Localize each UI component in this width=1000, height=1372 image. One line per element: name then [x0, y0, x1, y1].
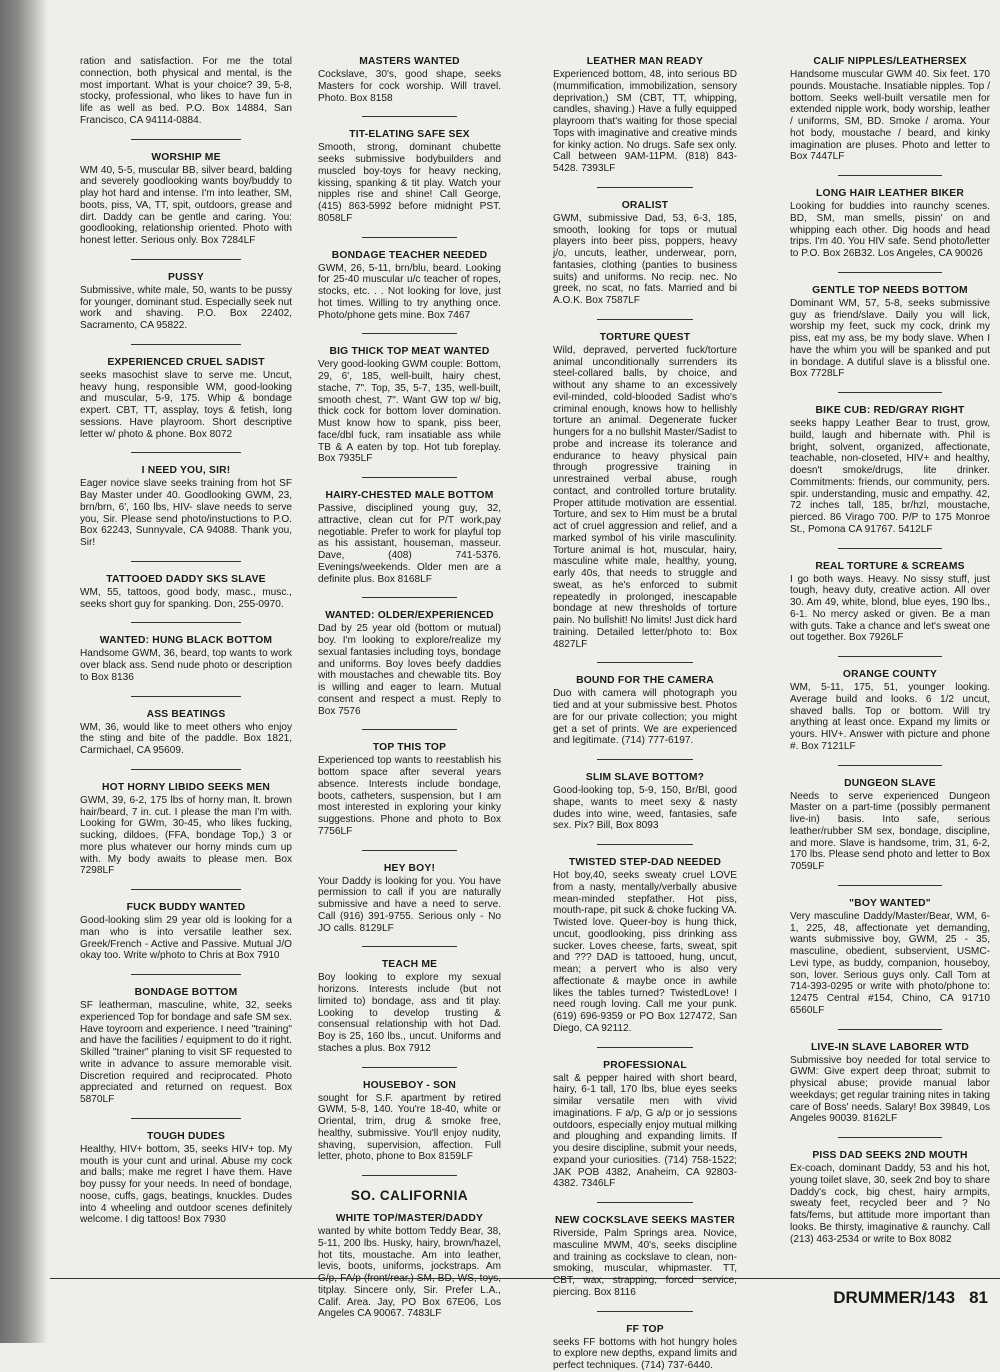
classified-ad: [80, 574, 292, 611]
ad-heading: WANTED: OLDER/EXPERIENCED: [325, 610, 494, 622]
ad-divider: [362, 597, 457, 598]
ad-body: Submissive boy needed for total service to GWM: Give expert deep throat; submit to physical abuse; provide manual labor weekdays; get regular training nites in taking care of Boss' needs. Salary! Box 39849, Los Angeles 90039. 8162LF: [790, 1054, 990, 1125]
ad-body: Cockslave, 30's, good shape, seeks Masters for cock worship. Will travel. Photo. Box 8158: [318, 69, 501, 104]
ad-heading: TEACH ME: [381, 959, 438, 971]
ad-heading: HAIRY-CHESTED MALE BOTTOM: [325, 490, 494, 501]
ad-divider: [597, 759, 693, 760]
ad-body: WM 40, 5-5, muscular BB, silver beard, balding and severely goodlooking wants boy/buddy to play hot hard and intense. I'm into leather, SM, boots, piss, VA, TT, spit, outdoors, grease and dirt. Daddy can be gentle and caring. You: goodlooking, relationship oriented. Photo with honest letter. Serious only. Box 7284LF: [80, 164, 292, 246]
ad-divider: [838, 272, 942, 273]
ad-body: sought for S.F. apartment by retired GWM, 5-8, 140. You're 18-40, white or Oriental, trim, drug & smoke free, healthy, submissive. You'll enjoy nudity, shaving, supervision, affection. Full letter, photo, phone to Box 8159LF: [318, 1092, 501, 1163]
classified-ad: [553, 200, 737, 307]
ad-body: Smooth, strong, dominant chubette seeks submissive bodybuilders and muscled boy-toys for heavy necking, kissing, spanking & tit play. Watch your nipples rise and shine! Call George, (415) 863-5992 before midnight PST. 8058LF: [318, 142, 501, 224]
ad-divider: [597, 1311, 693, 1312]
ad-heading: EXPERIENCED CRUEL SADIST: [107, 356, 265, 368]
ad-divider: [131, 974, 241, 975]
ad-divider: [131, 696, 241, 697]
classified-ad: [318, 959, 501, 1054]
classified-ad: [318, 490, 501, 585]
ad-heading: TIT-ELATING SAFE SEX: [349, 129, 470, 141]
classified-ad: [80, 152, 292, 247]
ad-body: Experienced bottom, 48, into serious BD (mummification, immobilization, sensory deprivation,) SM (CBT, TT, whipping, candles, shaving.) Have a fully equipped playroom that's waiting for those special Tops with imaginative and creative minds for kinky action. No drugs. Safe sex only. Call between 9AM-11PM. (818) 843-5428. 7393LF: [553, 69, 737, 174]
page-binding-shadow: [0, 0, 48, 1343]
classified-ad: [318, 129, 501, 224]
ad-heading: DUNGEON SLAVE: [844, 777, 936, 789]
ad-body: Good-looking top, 5-9, 150, Br/Bl, good shape, wants to meet sexy & nasty dudes into wine, weed, fantasies, safe sex. Pix? Bill, Box 8093: [553, 785, 737, 832]
ad-body: Needs to serve experienced Dungeon Master on a part-time (possibly permanent live-in) basis. Into safe, serious leather/rubber SM sex, bondage, discipline, and more. Slave is handsome, trim, 31, 6-2, 170 lbs. Please send photo and letter to Box 7059LF: [790, 790, 990, 872]
column-2: [318, 56, 501, 1320]
ad-divider: [362, 729, 457, 730]
ad-heading: GENTLE TOP NEEDS BOTTOM: [812, 284, 968, 296]
ad-divider: [597, 187, 693, 188]
ad-heading: BIKE CUB: RED/GRAY RIGHT: [815, 405, 965, 416]
ad-divider: [131, 452, 241, 453]
ad-divider: [131, 622, 241, 623]
ad-divider: [597, 844, 693, 845]
ad-body: Very masculine Daddy/Master/Bear, WM, 6-1, 225, 48, affectionate yet demanding, wants submissive boy, GWM, 25 - 35, masculine, obedient, subservient, USMC-Levi type, as buddy, companion, houseboy, son, lover. Serious guys only. Call Tom at 714-393-0295 or write with photo/phone to: 12475 Central #154, Chino, CA 91710 6560LF: [790, 910, 990, 1016]
ad-body: Duo with camera will photograph you tied and at your submissive best. Photos are for our private collection; you might get a set of prints. We are experienced and legitimate. (714) 777-6197.: [553, 688, 737, 747]
ad-divider: [362, 116, 457, 117]
ad-body: Very good-looking GWM couple: Bottom, 29, 6', 185, well-built, hairy chest, stache, 7". Top, 35, 5-7, 135, well-built, smooth chest, 7". Want GW top w/ big, thick cock for bottom lover domination. Must know how to spank, piss beer, face/dbl fuck, ram insatiable ass while TB & A eaten by top. Hot tub foreplay. Box 7935LF: [318, 359, 501, 465]
ad-body: Dad by 25 year old (bottom or mutual) boy. I'm looking to explore/realize my sexual fantasies including toys, bondage and uniforms. Boy loves beefy daddies with moustaches and chewable tits. Boy is willing and eager to learn. Mutual consent and respect a must. Reply to Box 7576: [318, 623, 501, 717]
ad-body: Your Daddy is looking for you. You have permission to call if you are naturally submissive and have a need to serve. Call (916) 391-9755. Serious only - No JO calls. 8129LF: [318, 875, 501, 934]
ad-heading: BOUND FOR THE CAMERA: [576, 675, 714, 687]
ad-heading: BIG THICK TOP MEAT WANTED: [329, 346, 490, 358]
ad-heading: TATTOOED DADDY SKS SLAVE: [106, 573, 266, 585]
ad-heading: REAL TORTURE & SCREAMS: [815, 560, 965, 572]
classified-ad: [318, 742, 501, 837]
classified-ad: [553, 56, 737, 175]
ad-divider: [597, 1202, 693, 1203]
ad-heading: CALIF NIPPLES/LEATHERSEX: [813, 56, 967, 67]
ad-body: seeks masochist slave to serve me. Uncut, heavy hung, responsible WM, good-looking and muscular, 5-9, 175. Whip & bondage expert. CBT, TT, assplay, toys & fetish, long sessions. Have playroom. Short descriptive letter w/ photo & phone. Box 8072: [80, 369, 292, 440]
classified-ad: [318, 346, 501, 465]
classified-ad: [318, 56, 501, 104]
ad-heading: I NEED YOU, SIR!: [141, 465, 231, 477]
ad-heading: HOT HORNY LIBIDO SEEKS MEN: [101, 781, 271, 793]
ad-heading: TOP THIS TOP: [372, 742, 447, 754]
ad-divider: [362, 1175, 457, 1176]
footer-rule: [50, 1278, 1000, 1279]
ad-divider: [362, 333, 457, 334]
classified-ad: [790, 188, 990, 260]
ad-heading: FUCK BUDDY WANTED: [126, 902, 246, 913]
ad-heading: FF TOP: [626, 1323, 664, 1335]
ad-body: Ex-coach, dominant Daddy, 53 and his hot, young toilet slave, 30, seek 2nd boy to share Daddy's cock, big chest, hairy armpits, sweaty feet, recycled beer and ? No fats/fems, but attitude more important than looks. Be thirsty, imaginative & raunchy. Call (213) 463-2534 or write to Box 8082: [790, 1163, 990, 1245]
ad-divider: [362, 946, 457, 947]
classified-ad: [80, 709, 292, 757]
ad-body: Looking for buddies into raunchy scenes. BD, SM, man smells, pissin' on and whipping each other. Dig hoods and head trips. I'm 40. You HIV safe. Send photo/letter to P.O. Box 26B32. Los Angeles, CA 90026: [790, 201, 990, 259]
ad-divider: [131, 889, 241, 890]
classified-ad: [80, 272, 292, 332]
ad-heading: PROFESSIONAL: [603, 1059, 687, 1071]
classified-ad: [553, 772, 737, 832]
ad-body: GWM, 26, 5-11, brn/blu, beard. Looking for 25-40 muscular u/c teacher of ropes, stocks, etc. . . Not looking for love, just hot times. Willing to try anything once. Photo/phone gets mine. Box 7467: [318, 262, 501, 321]
classified-ad: [790, 285, 990, 380]
ad-body: Experienced top wants to reestablish his bottom space after several years absence. Interests include bondage, boots, catheters, suspension, but I am most interested in exploring your kinky suggestions. Phone and photo to Box 7756LF: [318, 755, 501, 837]
column-4: [790, 56, 990, 1245]
classified-ad: [790, 405, 990, 536]
ad-divider: [838, 765, 942, 766]
column-1: [80, 56, 292, 1226]
ad-body: Passive, disciplined young guy, 32, attractive, clean cut for P/T work,pay negotiable. Prefer to work for playful top as his assistant, houseman, masseur. Dave, (408) 741-5376. Evenings/weekends. Older men are a definite plus. Box 8168LF: [318, 503, 501, 585]
ad-heading: BONDAGE TEACHER NEEDED: [331, 249, 488, 261]
ad-body: ration and satisfaction. For me the total connection, both physical and mental, is the most important. What is your choice? 39, 5-8, stocky, professional, who likes to have fun in life as well as bed. P.O. Box 14884, San Francisco, CA 94114-0884.: [80, 56, 292, 126]
classified-ad: [790, 56, 990, 163]
classified-ad: [790, 669, 990, 753]
ad-body: SF leatherman, masculine, white, 32, seeks experienced Top for bondage and safe SM sex. Have toyroom and experience. I need "training" and have the facilities / equipment to do it right. Skilled "trainer" planing to visit SF requested to write in advance to assure memorable visit. Discretion required and reciprocated. Photo appreciated and returned on request. Box 5870LF: [80, 1000, 292, 1105]
classified-ad: [80, 902, 292, 962]
ad-heading: TORTURE QUEST: [599, 331, 691, 343]
ad-heading: LIVE-IN SLAVE LABORER WTD: [810, 1041, 970, 1053]
ad-body: Eager novice slave seeks training from hot SF Bay Master under 40. Goodlooking GWM, 23, brn/brn, 6', 160 lbs, HIV- slave needs to serve you, Sir. Please send photo/instuctions to P.O. Box 62243, Sunnyvale, CA 94088. Thank you, Sir!: [80, 478, 292, 548]
ad-body: seeks FF bottoms with hot hungry holes to explore new depths, expand limits and perfect techniques. (714) 737-6440.: [553, 1336, 737, 1371]
classified-ad: [553, 857, 737, 1035]
ad-divider: [838, 1029, 942, 1030]
ad-divider: [597, 662, 693, 663]
classified-ad: [553, 1215, 737, 1299]
page-number: 81: [969, 1288, 988, 1307]
ad-body: seeks happy Leather Bear to trust, grow, build, laugh and hibernate with. Phil is bright, solvent, organized, affectionate, teachable, non-closeted, HIV+ and healthy, doesn't smoke/drugs, lite drinker. Commitments: friends, our community, pers. spir. understanding, music and empathy. 42, 72 inches tall, 185, br/hzl, moustache, pierced. 86 Virago 700. P/P to 175 Monroe St., Pomona CA 91767. 5412LF: [790, 418, 990, 535]
classified-ad: [80, 465, 292, 549]
classified-ad: [80, 56, 292, 127]
classified-ad: [318, 610, 501, 717]
ad-body: WM, 5-11, 175, 51, younger looking. Average build and looks. 6 1/2 uncut, shaved balls. Top or bottom. Will try anything at least once. Expand my limits or yours. HIV+. Answer with picture and phone #. Box 7121LF: [790, 682, 990, 752]
ad-heading: PUSSY: [168, 271, 204, 283]
ad-divider: [838, 656, 942, 657]
classified-ad: [80, 987, 292, 1106]
ad-body: Boy looking to explore my sexual horizons. Interests include (but not limited to) bondage, ass and tit play. Looking to develop trusting & consensual relationship with hot Dad. Boy is 25, 160 lbs., uncut. Uniforms and staches a plus. Box 7912: [318, 972, 501, 1054]
ad-body: Wild, depraved, perverted fuck/torture animal unconditionally surrenders its steel-collared balls, by choice, and without any shame to an excessively evil-minded, cold-blooded Sadist who's criminal enough, knows how to hellishly torture an animal. Degenerate fucker hungers for a no bullshit Master/Sadist to probe and increase its tolerance and endurance to heavy physical pain through progressive training in unrestrained verbal abuse, rough contact, and controlled torture brutality. Proper attitude motivation are essential. Torture, and sex to Him must be a brutal act of cruel aggression and relief, and a marked symbol of his virile masculinity. Torture animal is hot, muscular, hairy, masculine white male, healthy, young, early 40s, that needs to struggle and sweat, as he's enforced to submit repeatedly in prolonged, inescapable bondage at new thresholds of torture pain. No bullshit! No limits! Just dick hard training. Detailed letter/photo to: Box 4827LF: [553, 344, 738, 650]
classified-ad: [318, 1213, 501, 1320]
ad-heading: ASS BEATINGS: [146, 708, 226, 720]
ad-divider: [838, 1137, 942, 1138]
classified-ad: [80, 357, 292, 441]
ad-heading: HEY BOY!: [383, 862, 436, 874]
ad-divider: [362, 237, 457, 238]
ad-divider: [362, 1067, 457, 1068]
page-footer: [819, 1288, 988, 1308]
ad-divider: [838, 548, 942, 549]
classified-ad: [790, 1042, 990, 1126]
magazine-issue: DRUMMER/143: [833, 1288, 956, 1307]
classified-ad: [790, 898, 990, 1017]
classified-ad: [790, 561, 990, 645]
column-3: [553, 56, 737, 1372]
ad-divider: [838, 392, 942, 393]
ad-heading: BONDAGE BOTTOM: [134, 987, 238, 998]
ad-divider: [131, 139, 241, 140]
ad-body: wanted by white bottom Teddy Bear, 38, 5-11, 200 lbs. Husky, hairy, brown/hazel, hot tits, moustache. Am into leather, levis, boots, uniforms, jockstraps. Am G/p, FA/p (front/rear,) SM, BD, WS, toys, titplay. Sincere only, Sir. Prefer L.A., Calif. Area. Jay, PO Box 67E06, Los Angeles CA 90067. 7483LF: [318, 1226, 501, 1320]
classified-ad: [553, 1324, 737, 1372]
ad-body: Handsome muscular GWM 40. Six feet. 170 pounds. Moustache. Insatiable nipples. Top / bottom. Seeks well-built versatile men for extended nipple work, body worship, leather / uniforms, SM, BD. Smoke / aroma. Your hot body, moustache / beard, and kinky imagination are pluses. Photo and letter to Box 7447LF: [790, 69, 990, 163]
classified-ad: [318, 1080, 501, 1164]
ad-divider: [362, 850, 457, 851]
ad-body: Good-looking slim 29 year old is looking for a man who is into versatile leather sex. Greek/French - Active and Passive. Mutual J/O okay too. Write w/photo to Chris at Box 7910: [80, 915, 292, 962]
ad-heading: TOUGH DUDES: [146, 1130, 226, 1142]
classified-ad: [318, 250, 501, 322]
ad-body: Handsome GWM, 36, beard, top wants to work over black ass. Send nude photo or description to Box 8136: [80, 648, 292, 683]
ad-divider: [131, 561, 241, 562]
ad-heading: LONG HAIR LEATHER BIKER: [816, 188, 964, 199]
ad-body: Dominant WM, 57, 5-8, seeks submissive guy as friend/slave. Daily you will lick, worship my feet, suck my cock, drink my piss, eat my ass, be my body slave. When I have the whim you will be spanked and put in bondage. A dutiful slave is a blissful one. Box 7728LF: [790, 297, 990, 380]
ad-heading: LEATHER MAN READY: [586, 56, 704, 67]
classified-ad: [553, 332, 737, 651]
ad-body: GWM, submissive Dad, 53, 6-3, 185, smooth, looking for tops or mutual players into beer piss, poppers, heavy j/o, uncuts, leather, underwear, porn, fantasies, clothing (panties to business suits) and uniforms. No recip. nec. No greek, no scat, no fats. Married and bi A.O.K. Box 7587LF: [553, 212, 737, 306]
ad-body: I go both ways. Heavy. No sissy stuff, just tough, heavy duty, creative action. All over 30. Am 49, white, blond, blue eyes, 190 lbs., 6-1. No mercy asked or given. Be a man with guts. Take a chance and let's sweat one out together. Box 7926LF: [790, 573, 990, 644]
ad-heading: NEW COCKSLAVE SEEKS MASTER: [554, 1215, 736, 1226]
ad-heading: ORALIST: [621, 199, 669, 211]
ad-heading: SLIM SLAVE BOTTOM?: [585, 772, 705, 783]
ad-heading: PISS DAD SEEKS 2ND MOUTH: [812, 1150, 968, 1161]
ad-body: Hot boy,40, seeks sweaty cruel LOVE from a nasty, mentally/verbally abusive mean-minded stepfather. Hot piss, mouth-rape, pit suck & choke fucking VA. Twisted love. Queer-boy is hung thick, uncut, goodlooking, piss drinking ass sucker. Loves cheese, farts, sweat, spit and ??? DAD is tattooed, hung, uncut, mean; a pervert who is also very affectionate & maybe once in awhile likes the tables turned? TwistedLove! I need rough loving. Call me your punk. (619) 696-9359 or PO Box 127472, San Diego, CA 92112.: [553, 870, 737, 1034]
ad-heading: WHITE TOP/MASTER/DADDY: [335, 1213, 484, 1224]
classified-ad: [553, 675, 737, 747]
ad-divider: [362, 477, 457, 478]
ad-heading: ORANGE COUNTY: [842, 669, 938, 680]
ad-divider: [597, 319, 693, 320]
classified-ad: [553, 1060, 737, 1191]
ad-heading: MASTERS WANTED: [359, 56, 460, 67]
ad-divider: [131, 344, 241, 345]
classified-ad: [80, 635, 292, 683]
ad-divider: [131, 259, 241, 260]
ad-heading: HOUSEBOY - SON: [362, 1079, 456, 1091]
ad-heading: TWISTED STEP-DAD NEEDED: [568, 857, 722, 868]
classified-ad: [318, 863, 501, 935]
ad-divider: [838, 885, 942, 886]
classified-ad: [80, 1131, 292, 1226]
ad-divider: [131, 769, 241, 770]
ad-divider: [131, 1118, 241, 1119]
ad-body: GWM, 39, 6-2, 175 lbs of horny man, lt. brown hair/beard, 7 in. cut. I please the man I'm with. Looking for GWm, 30-45, who likes fucking, sucking, dildoes, (FFA, bondage Top,) 3 or more plus whatever our horny minds cum up with. My body awaits to please men. Box 7298LF: [80, 794, 292, 877]
ad-body: Riverside, Palm Springs area. Novice, masculine MWM, 40's, seeks discipline and training as cockslave to clean, non-smoking, muscular, whipmaster. TT, CBT, wax, strapping, forced service, piercing. Box 8116: [553, 1228, 737, 1298]
ad-body: WM, 36, would like to meet others who enjoy the sting and bite of the paddle. Box 1821, Carmichael, CA 95609.: [80, 721, 292, 756]
section-heading: SO. CALIFORNIA: [350, 1188, 469, 1203]
ad-body: Submissive, white male, 50, wants to be pussy for younger, dominant stud. Especially seek nut work and shaving. P.O. Box 22402, Sacramento, CA 95822.: [80, 284, 292, 331]
ad-heading: WANTED: HUNG BLACK BOTTOM: [99, 635, 273, 647]
classified-ad: [790, 778, 990, 873]
ad-body: WM, 55, tattoos, good body, masc., musc., seeks short guy for spanking. Don, 255-0970.: [80, 586, 292, 610]
ad-divider: [838, 175, 942, 176]
ad-body: salt & pepper haired with short beard, hairy, 6-1 tall, 170 lbs, blue eyes seeks similar versatile men with vivid imaginations. F a/p, G a/p or jo sessions outdoors, especially enjoy mutual milking and ploughing and expanding limits. If you desire discipline, submit your needs, expand your curiosities. (714) 758-1522; JAK POB 4382, Anaheim, CA 92803-4382. 7346LF: [553, 1072, 737, 1190]
ad-heading: "BOY WANTED": [849, 897, 931, 909]
classified-ad: [790, 1150, 990, 1245]
ad-body: Healthy, HIV+ bottom, 35, seeks HIV+ top. My mouth is your cunt and urinal. Abuse my cock and balls; make me regret I have them. Have boy pussy for your needs. In need of bondage, noose, cuffs, gags, beatings, knuckles. Dudes into 4 wheeling and outdoor scenes definitely welcome. I dig tattoos! Box 7930: [80, 1143, 292, 1226]
ad-divider: [597, 1047, 693, 1048]
classified-ad: [80, 782, 292, 877]
ad-heading: WORSHIP ME: [151, 151, 221, 163]
